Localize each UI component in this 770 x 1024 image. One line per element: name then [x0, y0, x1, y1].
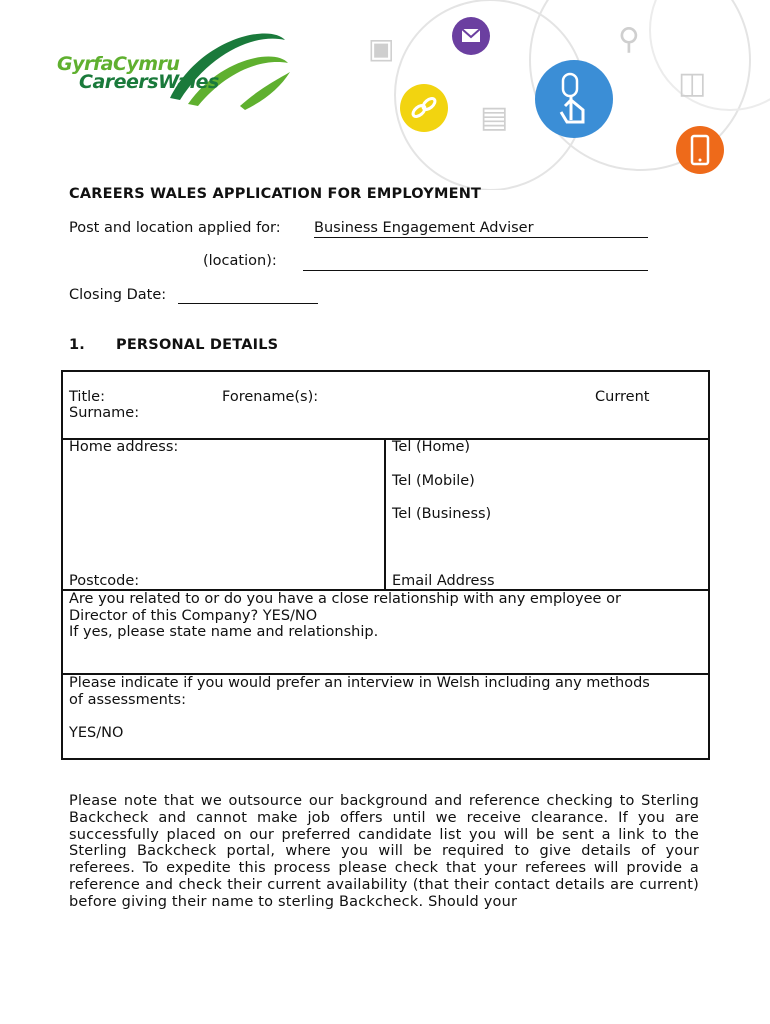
relationship-line-1: Are you related to or do you have a close relationship with any employee or — [69, 591, 621, 607]
title-input[interactable] — [120, 380, 215, 400]
forename-label: Forename(s): — [222, 389, 319, 405]
browser-window-icon: ◫ — [678, 66, 707, 101]
relationship-line-2: Director of this Company? YES/NO — [69, 607, 318, 624]
surname-label: Surname: — [69, 405, 140, 421]
closing-date-field[interactable] — [178, 288, 318, 304]
post-value: Business Engagement Adviser — [314, 220, 534, 236]
current-label: Current — [595, 389, 650, 405]
home-address-label: Home address: — [69, 439, 179, 455]
section-number: 1. — [69, 337, 85, 353]
email-label: Email Address — [392, 573, 495, 589]
form-title: CAREERS WALES APPLICATION FOR EMPLOYMENT — [69, 186, 482, 202]
relationship-input[interactable] — [69, 643, 699, 669]
tel-home-label: Tel (Home) — [392, 439, 471, 455]
mouse-click-icon — [535, 60, 613, 138]
relationship-question — [69, 591, 621, 641]
section-title: PERSONAL DETAILS — [116, 337, 279, 353]
post-label: Post and location applied for: — [69, 220, 281, 236]
title-label: Title: — [69, 389, 105, 405]
welsh-yes-no[interactable]: YES/NO — [69, 725, 124, 741]
post-field[interactable] — [314, 220, 648, 238]
postcode-label: Postcode: — [69, 573, 140, 589]
book-icon: ▤ — [480, 100, 509, 135]
careers-wales-logo-swoosh — [160, 28, 295, 112]
tel-mobile-label: Tel (Mobile) — [392, 473, 475, 489]
forename-input[interactable] — [330, 380, 585, 400]
logo-english-text: CareersWales — [79, 71, 219, 93]
email-icon — [452, 17, 490, 55]
home-address-input[interactable] — [69, 458, 379, 568]
closing-date-label: Closing Date: — [69, 287, 167, 303]
welsh-line-1: Please indicate if you would prefer an interview in Welsh including any methods — [69, 675, 650, 691]
link-icon — [400, 84, 448, 132]
magnifier-icon: ⚲ — [618, 22, 640, 57]
referee-note-paragraph: Please note that we outsource our background and reference checking to Sterling Backcheck and cannot make job offers until we receive clearance. If you are successfully placed on our preferred candidate list you will be sent a link to the Sterling Backcheck portal, where you will be required to give details of your referees. To expedite this process please check that your referees will provide a reference and check their current availability (that their contact details are current) before giving their name to sterling Backcheck. Should your — [69, 793, 699, 910]
tel-business-label: Tel (Business) — [392, 506, 492, 522]
welsh-line-2: of assessments: — [69, 691, 186, 708]
location-field[interactable] — [303, 255, 648, 271]
location-label: (location): — [203, 253, 277, 269]
logo-welsh-text: GyrfaCymru — [57, 53, 180, 75]
mobile-phone-icon — [676, 126, 724, 174]
table-divider — [384, 438, 386, 590]
relationship-line-3: If yes, please state name and relationship. — [69, 624, 379, 640]
briefcase-icon: ▣ — [368, 32, 395, 65]
welsh-interview-question — [69, 675, 650, 708]
